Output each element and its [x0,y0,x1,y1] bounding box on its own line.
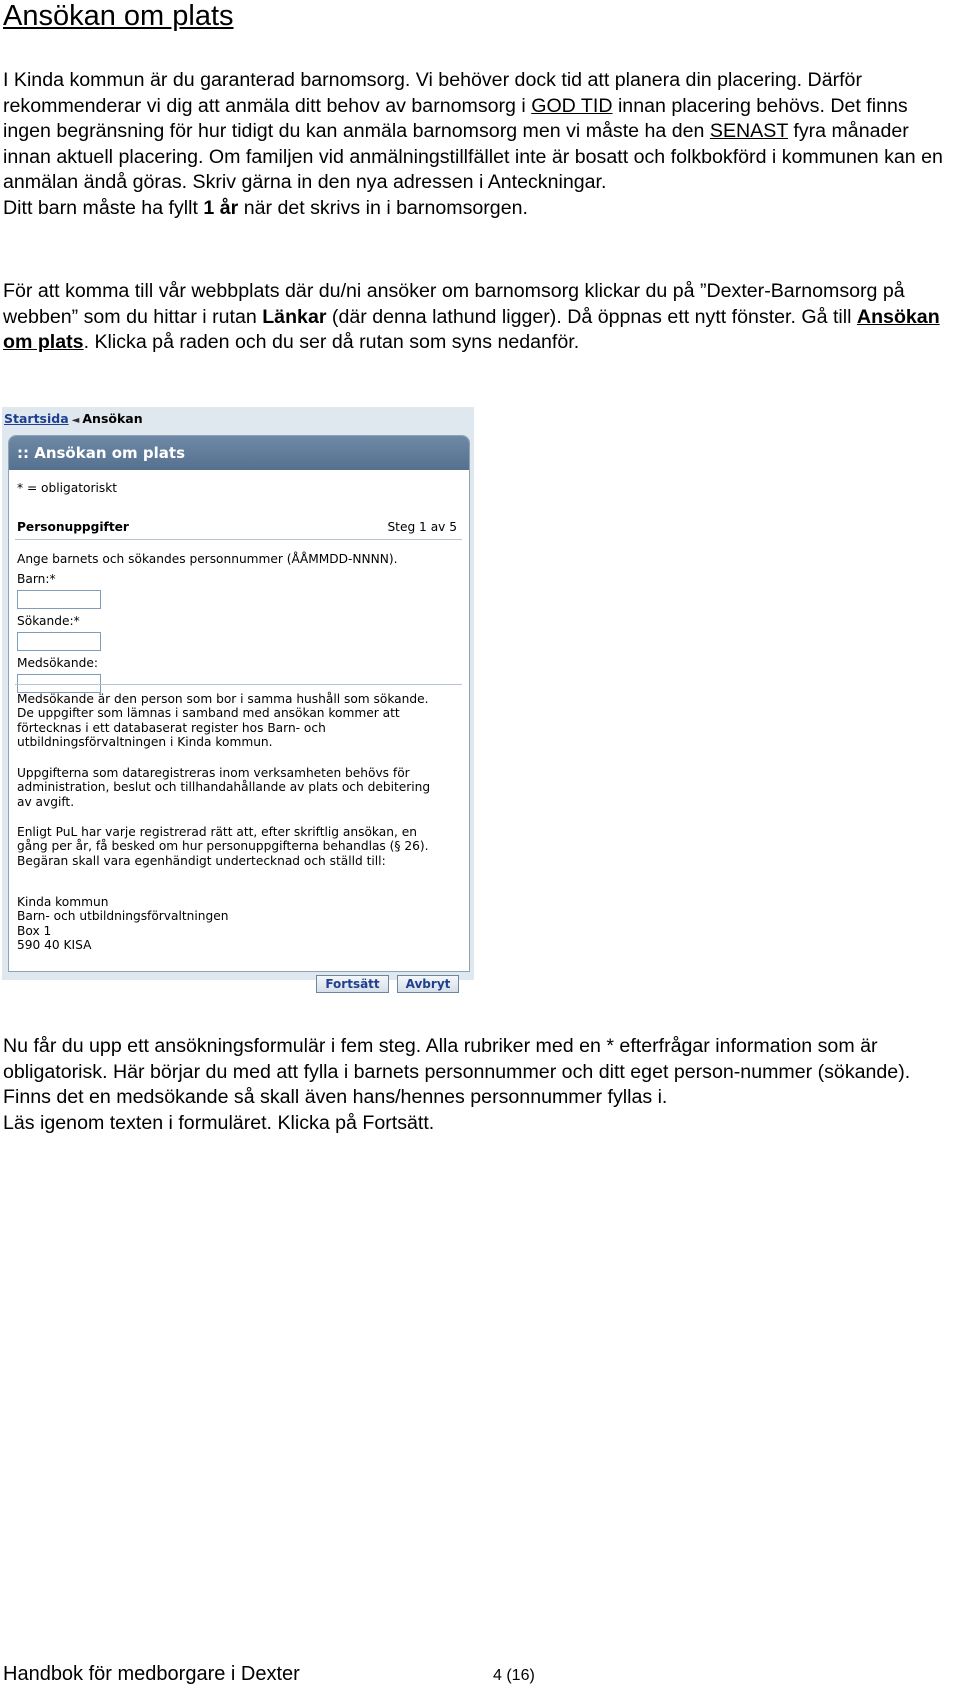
cancel-button[interactable]: Avbryt [397,975,459,993]
panel-header [9,436,469,470]
senast-text: SENAST [709,120,788,143]
panel-heading: :: Ansökan om plats [17,444,185,462]
info-text-medsokande: Medsökande är den person som bor i samma hushåll som sökande. De uppgifter som lämnas i samband med ansökan kommer att förtecknas i ett databaserat register hos Barn- och utbildningsförvaltningen i Kinda kommun. [17,692,429,749]
barn-label: Barn:* [17,572,56,586]
arrow-left-icon: ◄ [71,415,80,426]
after-text-1: Nu får du upp ett ansökningsformulär i fem steg. Alla rubriker med en * efterfrågar information som är obligatorisk. Här börjar du med att fylla i barnets personnummer och ditt eget person-nummer (sökande). Finns det en medsökande så skall även hans/hennes personnummer fyllas i. [3,1035,911,1109]
god-tid-text: GOD TID [531,94,613,117]
divider [15,684,462,685]
barn-input[interactable] [17,590,101,609]
form-screenshot [2,407,474,991]
footer-title: Handbok för medborgare i Dexter [3,1663,300,1685]
page-title: Ansökan om plats [3,0,234,32]
required-note: * = obligatoriskt [17,481,118,495]
intro-text-1: I Kinda kommun är du garanterad barnomsorg. Vi behöver dock tid att planera din placering. Därför rekommenderar vi dig att anmäla ditt behov av barnomsorg i [3,69,862,117]
divider [15,539,462,540]
after-paragraph [3,1034,958,1136]
application-panel [8,435,470,991]
after-text-2: Läs igenom texten i formuläret. Klicka på Fortsätt. [3,1111,435,1134]
age-text-pre: Ditt barn måste ha fyllt [3,196,204,219]
info-text-pul: Enligt PuL har varje registrerad rätt att, efter skriftlig ansökan, en gång per år, få besked om hur personuppgifterna behandlas (§ 26). Begäran skall vara egenhändigt undertecknad och ställd till: [17,825,429,868]
intro-paragraph [3,68,958,222]
continue-button[interactable]: Fortsätt [316,975,389,993]
ansokan-om-plats-link[interactable]: Ansökan om plats [3,305,940,354]
sokande-input[interactable] [17,632,101,651]
sokande-label: Sökande:* [17,614,80,628]
how-to-paragraph [3,279,958,356]
how-to-text-3: . Klicka på raden och du ser då rutan som syns nedanför. [83,331,580,354]
age-text-bold: 1 år [203,196,239,219]
medsokande-label: Medsökande: [17,656,98,670]
step-indicator: Steg 1 av 5 [387,520,457,534]
breadcrumb [4,411,143,426]
lankar-text: Länkar [262,305,327,328]
breadcrumb-home-link[interactable]: Startsida [4,411,69,426]
how-to-text-2: (där denna lathund ligger). Då öppnas ett nytt fönster. Gå till [326,305,857,328]
address-text: Kinda kommun Barn- och utbildningsförvaltningen Box 1 590 40 KISA [17,895,229,952]
page-number: 4 (16) [493,1667,535,1684]
section-title: Personuppgifter [17,520,129,534]
intro-text-2: innan placering behövs. Det finns ingen begränsning för hur tidigt du kan anmäla barnomsorg men vi måste ha den [3,94,908,143]
how-to-text-1: För att komma till vår webbplats där du/ni ansöker om barnomsorg klickar du på ”Dexter-Barnomsorg på webben” som du hittar i rutan [3,280,905,328]
info-text-uppgifter: Uppgifterna som dataregistreras inom verksamheten behövs för administration, beslut och tillhandahållande av plats och debitering av avgift. [17,766,431,809]
age-text-post: när det skrivs in i barnomsorgen. [238,196,528,219]
breadcrumb-current: Ansökan [82,411,143,426]
instruction-text: Ange barnets och sökandes personnummer (ÅÅMMDD-NNNN). [17,552,398,566]
intro-text-3: fyra månader innan aktuell placering. Om familjen vid anmälningstillfället inte är bosatt och folkbokförd i kommunen kan en anmälan ändå göras. Skriv gärna in den nya adressen i Anteckningar. [3,120,943,194]
